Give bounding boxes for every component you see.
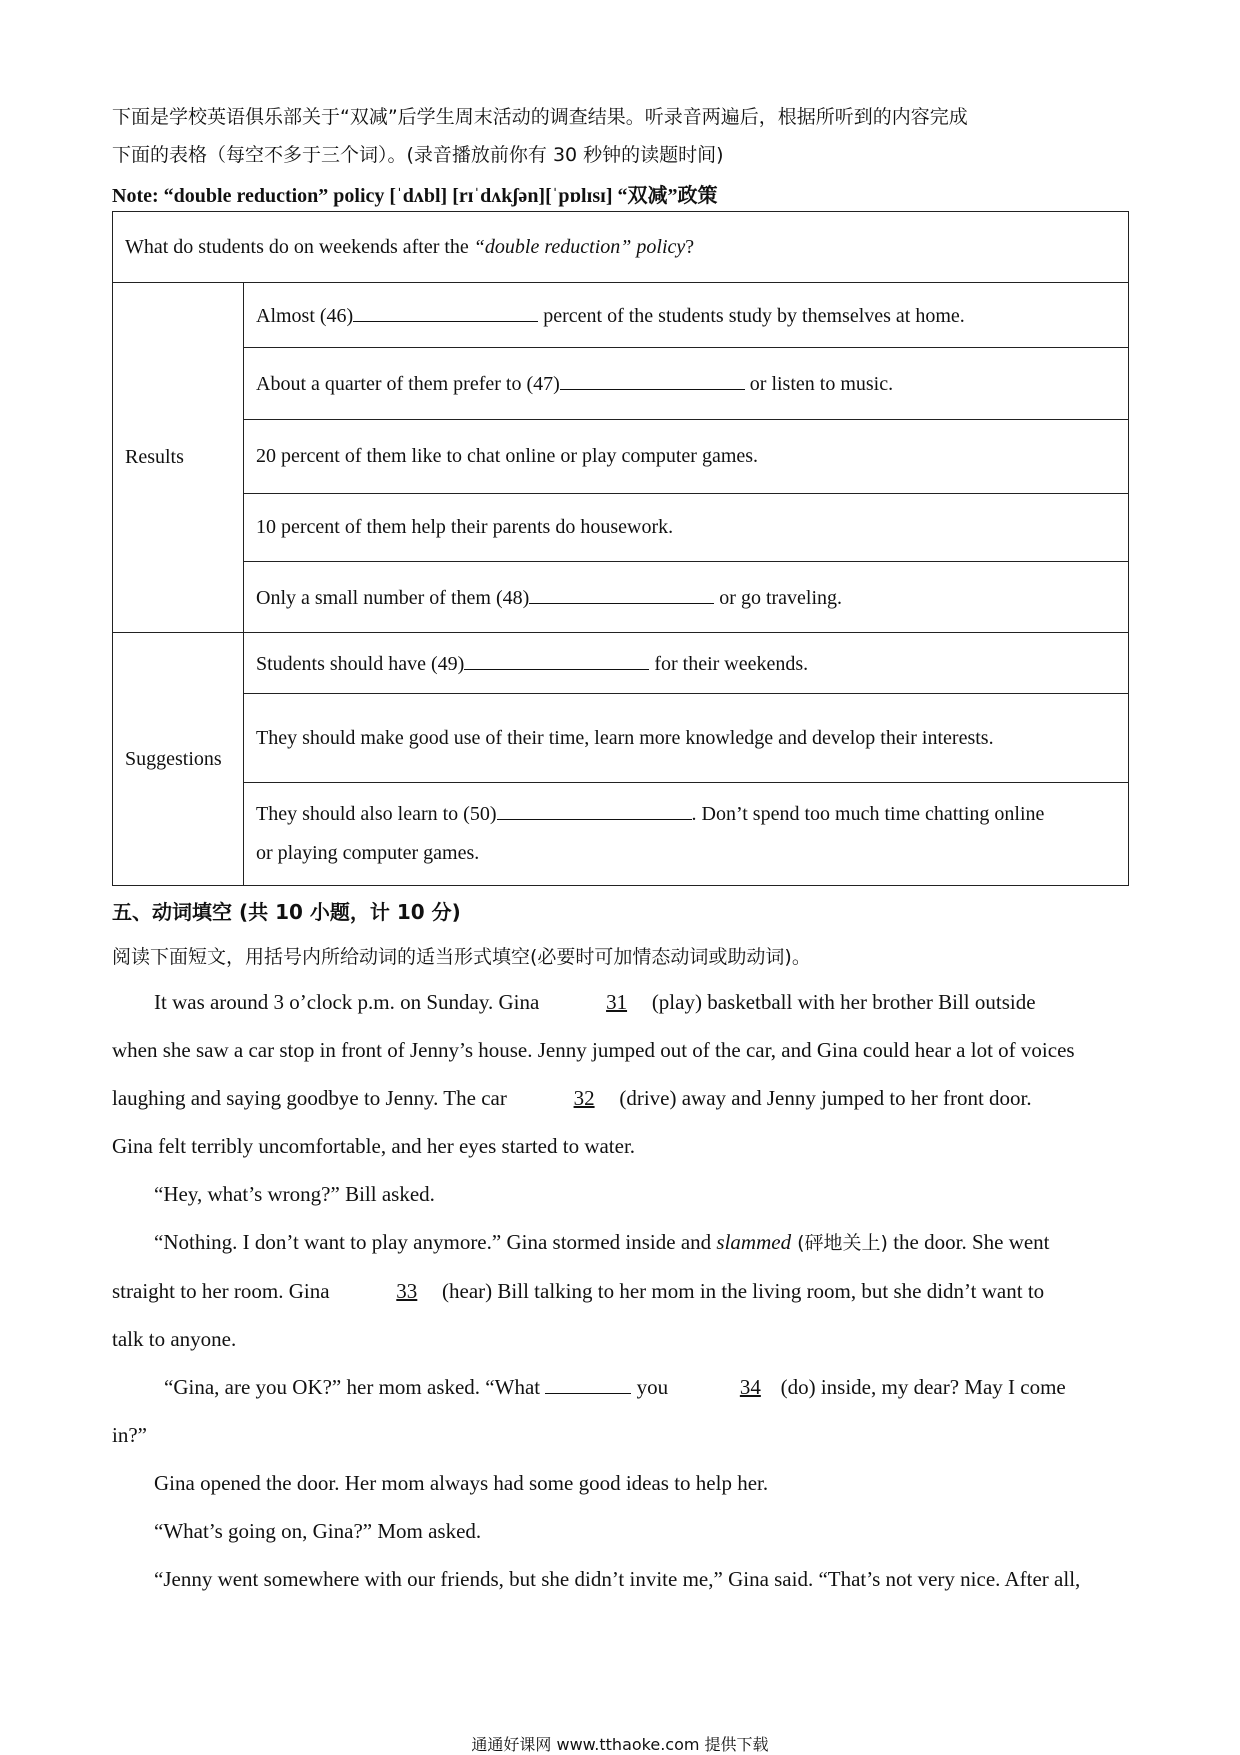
suggestion-row-time: They should make good use of their time, learn more knowledge and develop their interests.	[244, 694, 1129, 783]
suggestion-row-49: Students should have (49) for their weekends.	[244, 633, 1129, 694]
answer-blank-50[interactable]	[497, 801, 692, 820]
section-title: 五、动词填空 (共 10 小题，计 10 分)	[112, 900, 461, 924]
result-row-chat: 20 percent of them like to chat online or play computer games.	[244, 420, 1129, 494]
answer-blank-47[interactable]	[560, 371, 745, 390]
passage-paragraph-4: “Gina, are you OK?” her mom asked. “What you 34 (do) inside, my dear? May I come in?”	[112, 1363, 1132, 1459]
policy-note: Note: “double reduction” policy [ˈdʌbl] [rɪˈdʌkʃən][ˈpɒlɪsɪ] “双减”政策	[112, 185, 718, 207]
result-row-46: Almost (46) percent of the students study by themselves at home.	[244, 283, 1129, 348]
passage-paragraph-2: “Hey, what’s wrong?” Bill asked.	[154, 1182, 435, 1206]
section-instruction: 阅读下面短文，用括号内所给动词的适当形式填空(必要时可加情态动词或助动词)。	[112, 946, 811, 968]
listening-instruction-line2: 下面的表格（每空不多于三个词）。(录音播放前你有 30 秒钟的读题时间)	[112, 144, 724, 166]
page-footer: 通通好课网 www.tthaoke.com 提供下载	[471, 1735, 769, 1754]
passage-paragraph-1: It was around 3 o’clock p.m. on Sunday. Gina 31 (play) basketball with her brother Bill outside when she saw a car stop in front of Jenny’s house. Jenny jumped out of the car, and Gina could hear a lot of voices laughing and saying goodbye to Jenny. The car 32 (drive) away and Jenny jumped to her front door. Gina felt terribly uncomfortable, and her eyes started to water.	[112, 978, 1132, 1170]
listening-instruction-line1: 下面是学校英语俱乐部关于“双减”后学生周末活动的调查结果。听录音两遍后，根据所听到的内容完成	[112, 106, 968, 128]
result-row-47: About a quarter of them prefer to (47) or listen to music.	[244, 348, 1129, 420]
results-label: Results	[113, 283, 244, 633]
passage-paragraph-5: Gina opened the door. Her mom always had some good ideas to help her.	[154, 1471, 769, 1495]
answer-blank-49[interactable]	[464, 651, 649, 670]
answer-blank-48[interactable]	[529, 585, 714, 604]
answer-blank-46[interactable]	[353, 303, 538, 322]
suggestion-row-50: They should also learn to (50) . Don’t spend too much time chatting online or playing computer games.	[244, 783, 1129, 886]
result-row-housework: 10 percent of them help their parents do housework.	[244, 494, 1129, 562]
suggestions-label: Suggestions	[113, 633, 244, 886]
result-row-48: Only a small number of them (48) or go traveling.	[244, 562, 1129, 633]
passage-paragraph-7: “Jenny went somewhere with our friends, but she didn’t invite me,” Gina said. “That’s not very nice. After all,	[154, 1567, 1081, 1591]
answer-blank-32[interactable]: 32	[573, 1086, 595, 1110]
survey-table	[112, 211, 1129, 886]
table-question: What do students do on weekends after the “double reduction” policy?	[113, 212, 1129, 283]
answer-blank-33[interactable]: 33	[396, 1279, 418, 1303]
passage	[112, 978, 1132, 1603]
answer-blank-31[interactable]: 31	[606, 990, 628, 1014]
answer-blank-34[interactable]: 34	[739, 1375, 761, 1399]
passage-paragraph-3: “Nothing. I don’t want to play anymore.” Gina stormed inside and slammed (砰地关上) the door. She went straight to her room. Gina 33 (hear) Bill talking to her mom in the living room, but she didn’t want to talk to anyone.	[112, 1230, 1050, 1351]
answer-blank-34-aux[interactable]	[545, 1375, 631, 1394]
passage-paragraph-6: “What’s going on, Gina?” Mom asked.	[154, 1519, 482, 1543]
